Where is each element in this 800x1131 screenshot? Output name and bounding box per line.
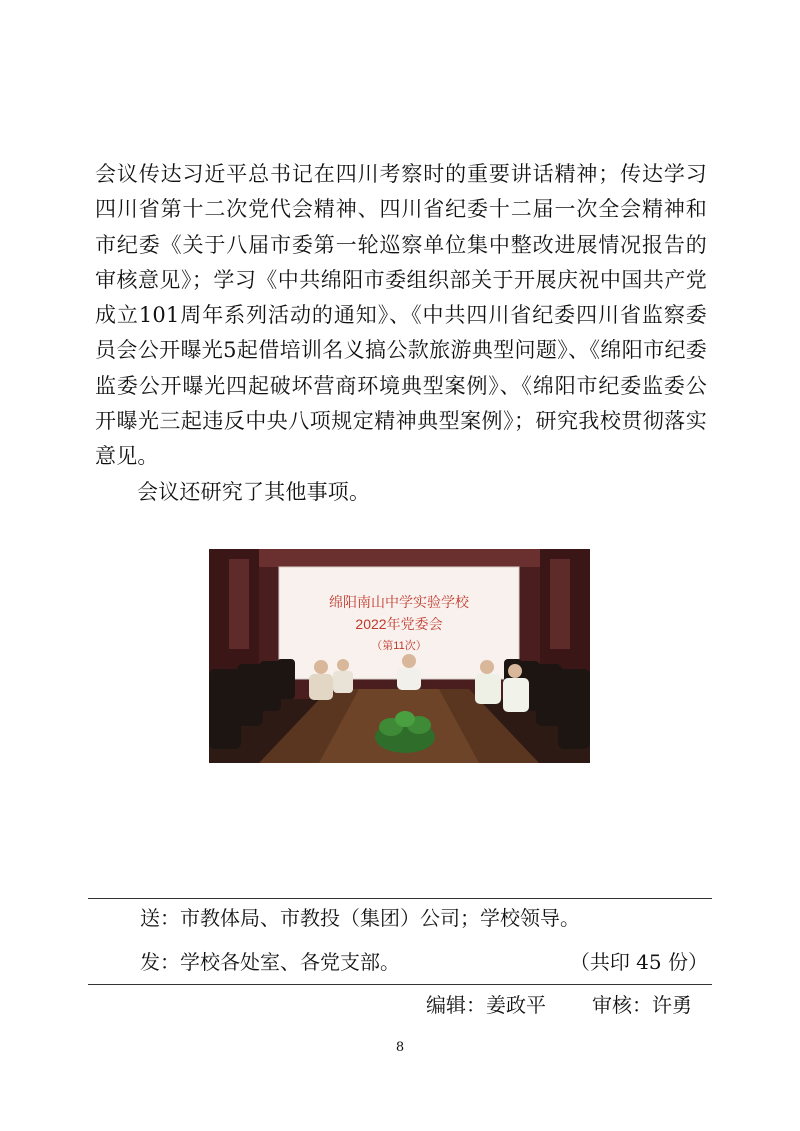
paragraph-meeting-content: 会议传达习近平总书记在四川考察时的重要讲话精神；传达学习四川省第十二次党代会精神、四川省纪委十二届一次全会精神和市纪委《关于八届市委第一轮巡察单位集中整改进展情况报告的审核意见》；学习《中共绵阳市委组织部关于开展庆祝中国共产党成立101周年系列活动的通知》、《中共四川省纪委四川省监察委员会公开曝光5起借培训名义搞公款旅游典型问题》、《绵阳市纪委监委公开曝光四起破坏营商环境典型案例》、《绵阳市纪委监委公开曝光三起违反中央八项规定精神典型案例》；研究我校贯彻落实意见。 [95,162,707,469]
editor-label: 编辑： [426,993,486,1017]
send-recipients: 市教体局、市教投（集团）公司；学校领导。 [180,906,580,930]
banner-line-3: （第11次） [371,640,427,652]
reviewer-name: 许勇 [652,993,692,1017]
editor-name: 姜政平 [486,993,546,1017]
reviewer-label: 审核： [592,993,652,1017]
send-to-line [140,906,708,930]
issue-recipients: 学校各处室、各党支部。 [180,950,400,974]
distribution-rule-bottom [88,984,712,985]
body-text [95,157,707,510]
distribution-rule-top [88,898,712,899]
issue-label: 发： [140,950,180,974]
meeting-photo [209,549,590,763]
banner-line-2: 2022年党委会 [355,616,443,632]
send-label: 送： [140,906,180,930]
copies-count: （共印 45 份） [569,950,708,974]
editors-line [426,993,692,1017]
paragraph-other-matters: 会议还研究了其他事项。 [137,479,371,504]
page-number: 8 [395,1040,405,1055]
banner-line-1: 绵阳南山中学实验学校 [329,594,469,610]
issue-to-line [140,950,708,974]
